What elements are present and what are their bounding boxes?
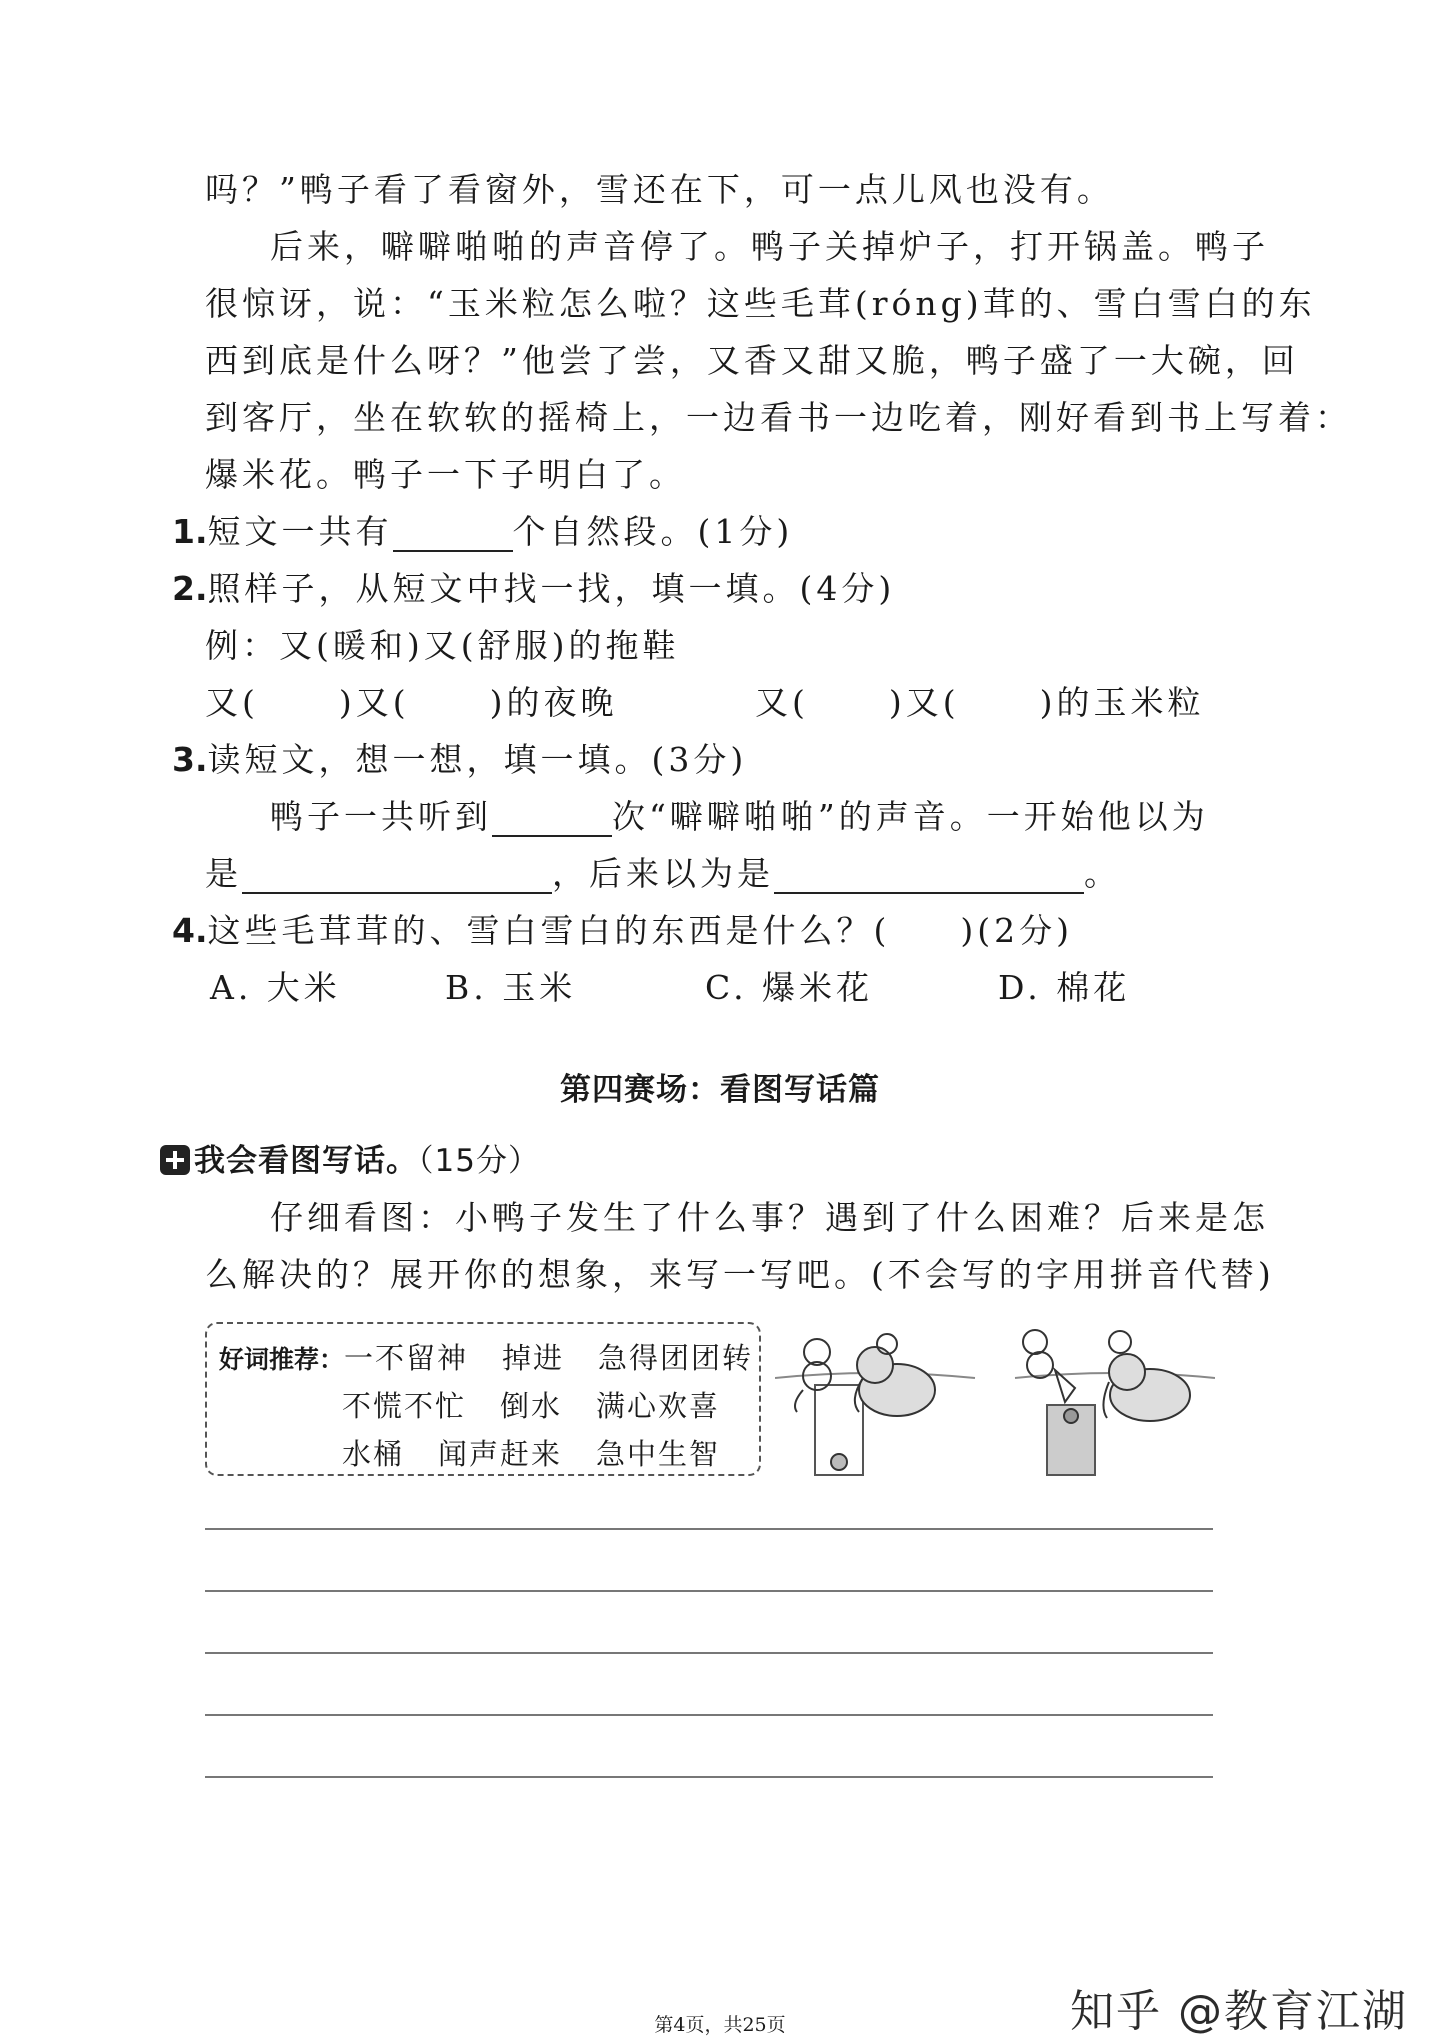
word: 掉进 — [502, 1341, 565, 1375]
word-row — [342, 1432, 720, 1473]
question-number: 3. — [172, 740, 208, 779]
paren: )(2分) — [960, 911, 1073, 950]
question-number: 2. — [172, 569, 208, 608]
watermark: 知乎 @教育江湖 — [1070, 1986, 1408, 2037]
word: 急得团团转 — [598, 1341, 754, 1375]
phrase-text: )的夜晚 — [489, 683, 618, 722]
question-text: 读短文，想一想，填一填。(3分) — [207, 740, 748, 779]
task-title — [160, 1135, 540, 1180]
scene-one-illustration — [775, 1334, 975, 1475]
answer-blank[interactable] — [774, 862, 1084, 894]
answer-blank[interactable] — [492, 805, 612, 837]
sentence-text: ，后来以为是 — [552, 854, 774, 893]
question-2 — [172, 569, 895, 609]
question-3-sentence — [270, 797, 1209, 837]
sentence-text: 次“噼噼啪啪”的声音。一开始他以为 — [612, 797, 1209, 836]
question-4 — [172, 911, 1073, 951]
word-row — [342, 1384, 720, 1425]
phrase-text: )又( — [888, 683, 960, 722]
sentence-text: 。 — [1084, 854, 1121, 893]
story-illustration — [775, 1320, 1215, 1480]
answer-blank[interactable] — [242, 862, 552, 894]
phrase-text: 又( — [755, 683, 809, 722]
task-prompt: 么解决的？展开你的想象，来写一写吧。(不会写的字用拼音代替) — [205, 1255, 1275, 1294]
passage-line: 后来，噼噼啪啪的声音停了。鸭子关掉炉子，打开锅盖。鸭子 — [270, 227, 1269, 266]
fill-phrase-b — [755, 683, 1205, 723]
writing-line[interactable] — [205, 1652, 1213, 1654]
scene-two-illustration — [1015, 1330, 1215, 1475]
word: 一不留神 — [344, 1341, 469, 1375]
writing-line[interactable] — [205, 1714, 1213, 1716]
question-text: 个自然段。(1分) — [512, 512, 794, 551]
task-score: （15分） — [418, 1143, 540, 1179]
word: 满心欢喜 — [596, 1389, 721, 1423]
passage-line: 吗？”鸭子看了看窗外，雪还在下，可一点儿风也没有。 — [205, 170, 1114, 209]
word: 不慌不忙 — [342, 1389, 467, 1423]
question-1 — [172, 512, 793, 552]
fill-phrase-a — [205, 683, 618, 723]
question-number: 4. — [172, 911, 208, 950]
example-line: 例：又(暖和)又(舒服)的拖鞋 — [205, 626, 680, 665]
option-c[interactable]: C. 爆米花 — [705, 968, 874, 1007]
word: 急中生智 — [596, 1437, 721, 1471]
word: 水桶 — [342, 1437, 405, 1471]
plus-icon — [160, 1145, 190, 1175]
word: 闻声赶来 — [438, 1437, 563, 1471]
sentence-text: 是 — [205, 854, 242, 893]
phrase-text: )又( — [338, 683, 410, 722]
question-text: 短文一共有 — [207, 512, 393, 551]
word: 倒水 — [500, 1389, 563, 1423]
option-b[interactable]: B. 玉米 — [445, 968, 577, 1007]
answer-blank[interactable] — [393, 520, 513, 552]
task-title-text: 我会看图写话。 — [194, 1143, 418, 1179]
section-title: 第四赛场：看图写话篇 — [560, 1072, 880, 1108]
paren: ( — [873, 911, 891, 950]
sentence-text: 鸭子一共听到 — [270, 797, 492, 836]
word-box-label: 好词推荐： — [219, 1345, 345, 1374]
passage-line: 很惊讶，说：“玉米粒怎么啦？这些毛茸(róng)茸的、雪白雪白的东 — [205, 284, 1316, 323]
question-number: 1. — [172, 512, 208, 551]
question-3 — [172, 740, 747, 780]
word-recommendation-box — [205, 1322, 761, 1476]
task-prompt: 仔细看图：小鸭子发生了什么事？遇到了什么困难？后来是怎 — [270, 1198, 1269, 1237]
writing-line[interactable] — [205, 1528, 1213, 1530]
page-number: 第4页，共25页 — [654, 2014, 786, 2036]
phrase-text: 又( — [205, 683, 259, 722]
option-d[interactable]: D. 棉花 — [998, 968, 1131, 1007]
option-a[interactable]: A. 大米 — [210, 968, 341, 1007]
question-text: 照样子，从短文中找一找，填一填。(4分) — [207, 569, 896, 608]
question-text: 这些毛茸茸的、雪白雪白的东西是什么？ — [207, 911, 874, 950]
passage-line: 到客厅，坐在软软的摇椅上，一边看书一边吃着，刚好看到书上写着： — [205, 398, 1352, 437]
word-row — [219, 1336, 753, 1377]
passage-line: 爆米花。鸭子一下子明白了。 — [205, 455, 686, 494]
passage-line: 西到底是什么呀？”他尝了尝，又香又甜又脆，鸭子盛了一大碗，回 — [205, 341, 1299, 380]
phrase-text: )的玉米粒 — [1039, 683, 1205, 722]
question-3-sentence — [205, 854, 1121, 894]
writing-line[interactable] — [205, 1590, 1213, 1592]
writing-line[interactable] — [205, 1776, 1213, 1778]
